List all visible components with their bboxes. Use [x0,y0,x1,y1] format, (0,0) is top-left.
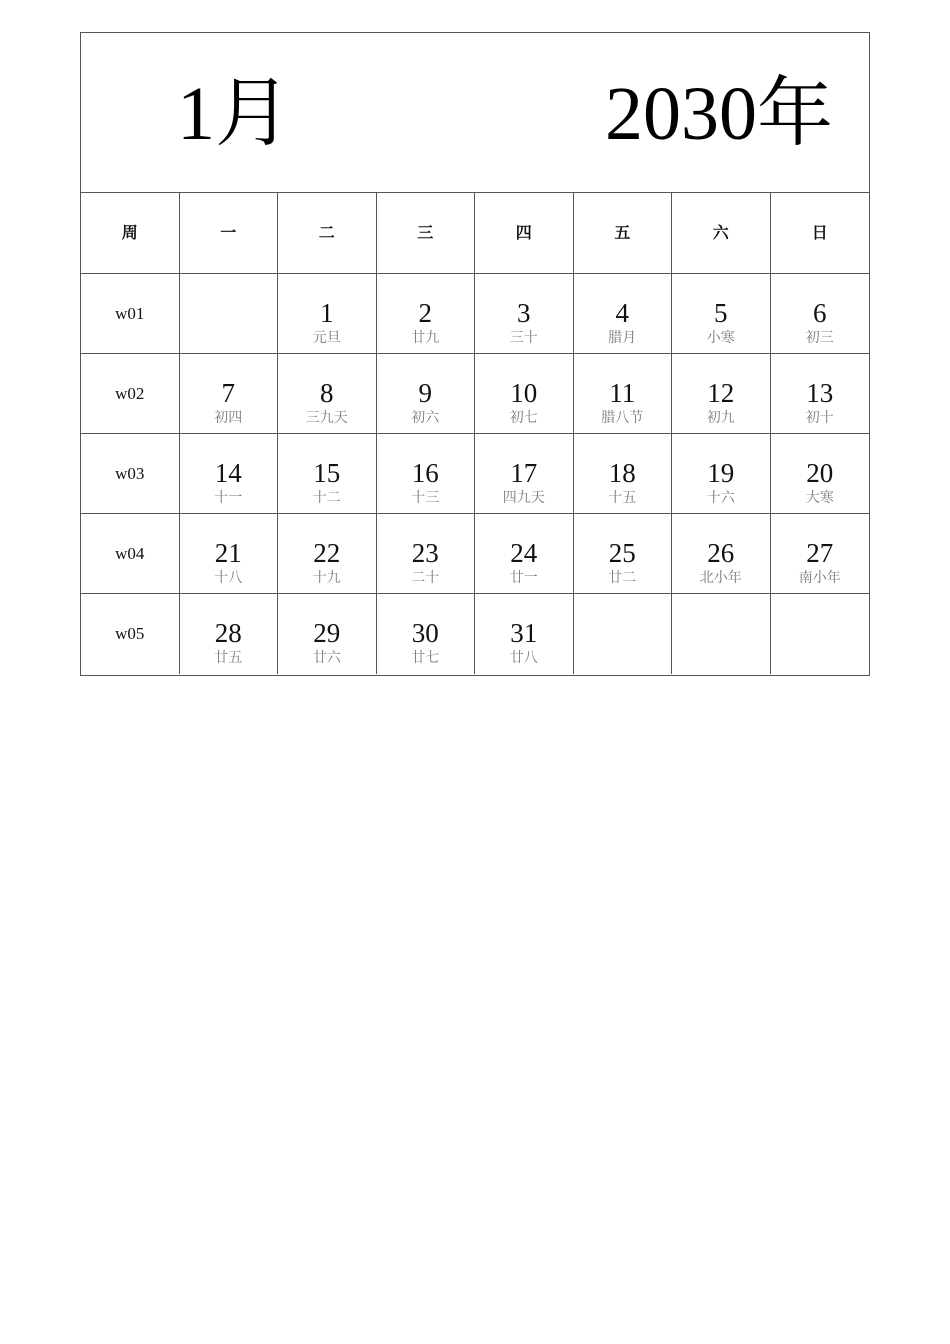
day-cell [475,434,574,514]
lunar-date: 元旦 [312,330,341,346]
week-number: w03 [81,434,180,514]
lunar-date: 南小年 [798,570,841,586]
day-number: 24 [510,538,538,568]
day-cell [771,434,870,514]
day-number: 9 [418,378,432,408]
empty-day-cell [574,594,673,674]
day-cell [771,274,870,354]
lunar-date: 腊八节 [601,410,644,426]
lunar-date: 十一 [214,490,243,506]
day-cell [672,354,771,434]
day-cell [672,514,771,594]
lunar-date: 十二 [312,490,341,506]
lunar-date: 廿七 [411,650,440,666]
calendar-page [80,32,870,676]
lunar-date: 廿五 [214,650,243,666]
day-number: 13 [806,378,834,408]
lunar-date: 十五 [608,490,637,506]
day-number: 23 [411,538,439,568]
weekday-header: 五 [574,193,673,274]
day-cell [377,354,476,434]
day-number: 11 [609,378,636,408]
lunar-date: 北小年 [699,570,742,586]
day-cell [278,514,377,594]
day-number: 3 [517,298,531,328]
day-cell [574,434,673,514]
lunar-date: 小寒 [706,330,735,346]
day-cell [278,354,377,434]
day-cell [180,434,279,514]
day-number: 12 [707,378,735,408]
day-cell [377,594,476,674]
day-cell [475,514,574,594]
lunar-date: 十九 [312,570,341,586]
lunar-date: 十三 [411,490,440,506]
day-number: 20 [806,458,834,488]
weekday-header: 一 [180,193,279,274]
lunar-date: 初九 [706,410,735,426]
day-cell [475,274,574,354]
day-number: 22 [313,538,341,568]
day-cell [180,594,279,674]
day-number: 2 [418,298,432,328]
empty-day-cell [672,594,771,674]
month-title: 1月 [177,72,291,156]
day-cell [180,514,279,594]
day-cell [377,514,476,594]
lunar-date: 二十 [411,570,440,586]
day-number: 31 [510,618,538,648]
lunar-date: 初六 [411,410,440,426]
day-number: 8 [320,378,334,408]
day-cell [475,594,574,674]
empty-day-cell [771,594,870,674]
day-number: 5 [714,298,728,328]
weekday-header: 六 [672,193,771,274]
day-number: 15 [313,458,341,488]
lunar-date: 十八 [214,570,243,586]
weekday-header: 四 [475,193,574,274]
day-number: 18 [608,458,636,488]
calendar-grid [81,193,869,675]
weekday-header: 二 [278,193,377,274]
weekday-header: 三 [377,193,476,274]
week-column-header: 周 [81,193,180,274]
day-number: 17 [510,458,538,488]
week-number: w04 [81,514,180,594]
lunar-date: 廿一 [509,570,538,586]
lunar-date: 初七 [509,410,538,426]
day-cell [771,354,870,434]
day-cell [377,434,476,514]
lunar-date: 三九天 [305,410,348,426]
calendar-header [81,33,869,193]
day-number: 30 [411,618,439,648]
day-number: 19 [707,458,735,488]
day-cell [574,274,673,354]
week-number: w01 [81,274,180,354]
day-number: 27 [806,538,834,568]
day-cell [771,514,870,594]
week-number: w05 [81,594,180,674]
lunar-date: 廿六 [312,650,341,666]
lunar-date: 大寒 [805,490,834,506]
day-number: 26 [707,538,735,568]
day-cell [278,594,377,674]
lunar-date: 三十 [509,330,538,346]
weekday-header: 日 [771,193,870,274]
lunar-date: 初十 [805,410,834,426]
day-cell [574,354,673,434]
day-cell [672,434,771,514]
empty-day-cell [180,274,279,354]
day-cell [278,274,377,354]
day-number: 16 [411,458,439,488]
lunar-date: 廿九 [411,330,440,346]
lunar-date: 廿二 [608,570,637,586]
day-cell [278,434,377,514]
day-number: 4 [615,298,629,328]
lunar-date: 廿八 [509,650,538,666]
lunar-date: 初四 [214,410,243,426]
day-number: 29 [313,618,341,648]
lunar-date: 十六 [706,490,735,506]
day-number: 14 [214,458,242,488]
lunar-date: 腊月 [608,330,637,346]
lunar-date: 初三 [805,330,834,346]
year-title: 2030年 [605,72,833,156]
day-number: 28 [214,618,242,648]
lunar-date: 四九天 [502,490,545,506]
day-cell [574,514,673,594]
day-cell [377,274,476,354]
day-cell [672,274,771,354]
day-number: 7 [221,378,235,408]
week-number: w02 [81,354,180,434]
day-number: 10 [510,378,538,408]
day-number: 6 [813,298,827,328]
day-number: 1 [320,298,334,328]
day-cell [180,354,279,434]
day-cell [475,354,574,434]
day-number: 21 [214,538,242,568]
day-number: 25 [608,538,636,568]
